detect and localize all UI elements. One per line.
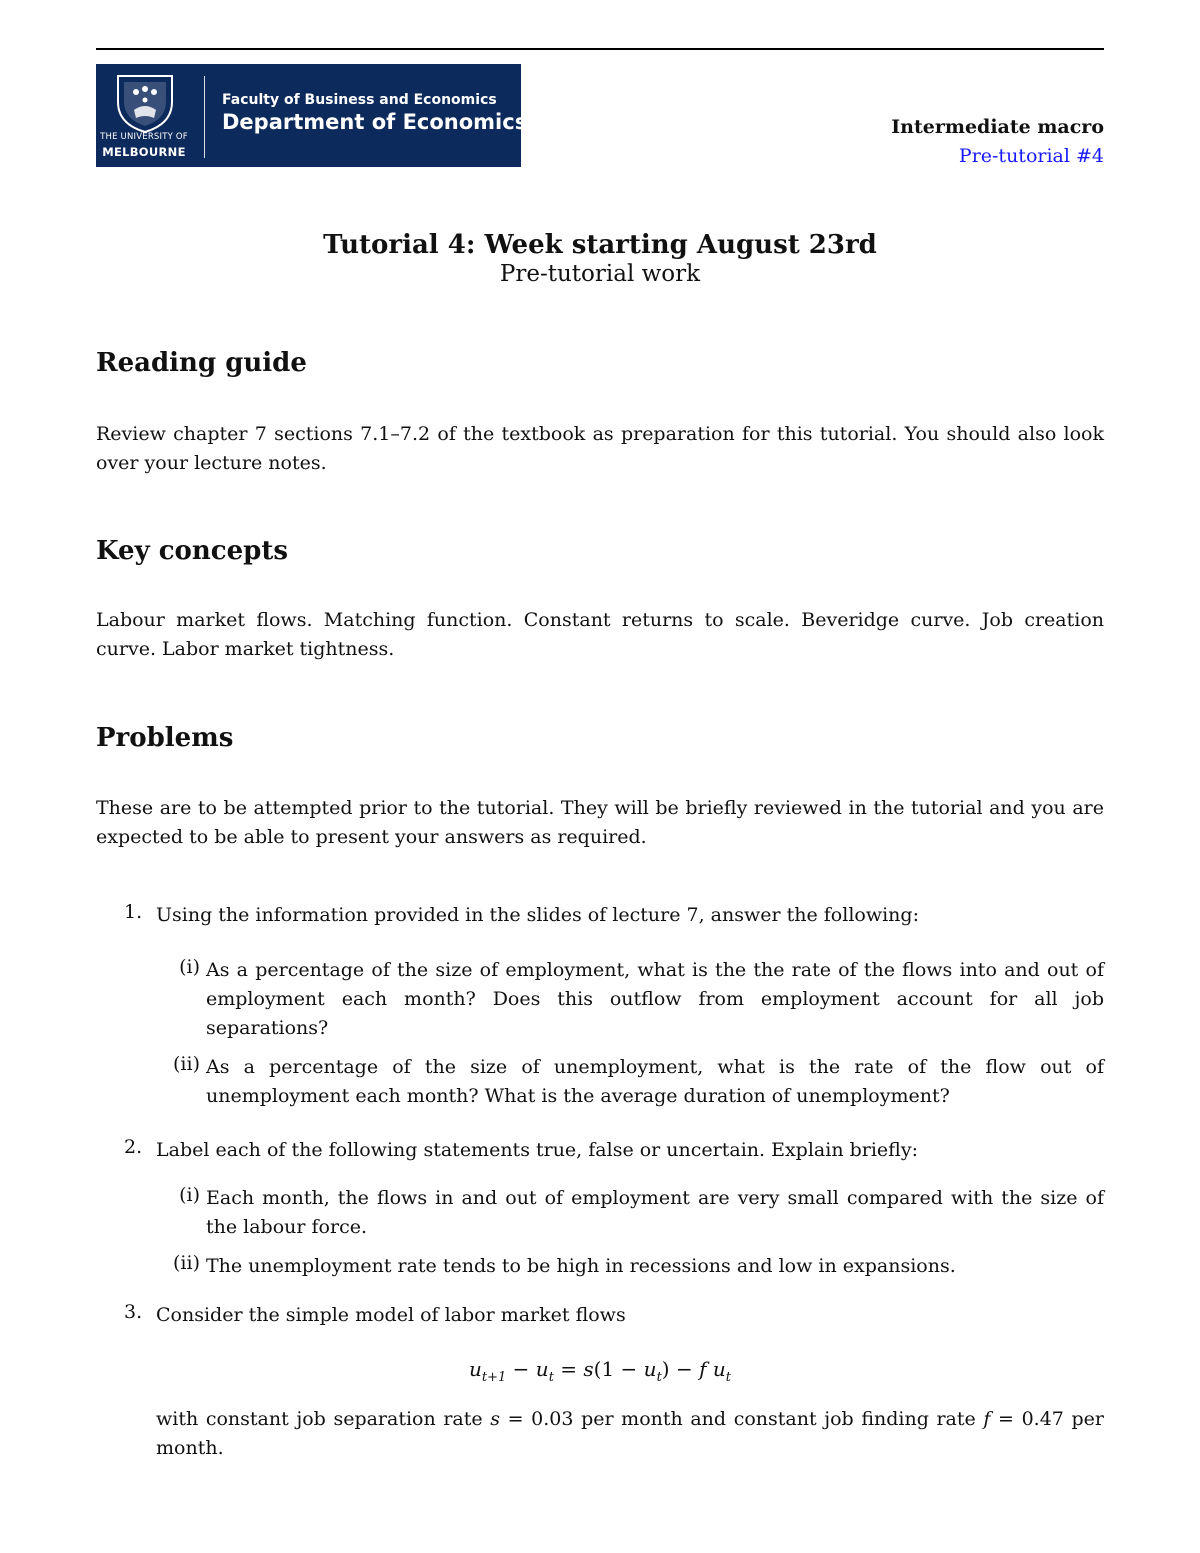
- logo-university-line2: MELBOURNE: [102, 145, 186, 159]
- problem-1-sub-ii-number: (ii): [173, 1053, 200, 1075]
- flow-equation: $u_{t+1} - u_t = s(1 - u_t) - f$ $u_t$: [469, 1357, 731, 1385]
- reading-guide-text: Review chapter 7 sections 7.1–7.2 of the textbook as preparation for this tutorial. You should also look over your lecture notes.: [96, 423, 1104, 474]
- problem-2-sub-i-text: Each month, the flows in and out of employment are very small compared with the size of the labour force.: [206, 1187, 1104, 1238]
- problem-1-sub-i-number: (i): [179, 956, 200, 978]
- problem-3-number: 3.: [124, 1301, 143, 1323]
- university-crest-icon: [110, 72, 180, 134]
- problems-intro: These are to be attempted prior to the tutorial. They will be briefly reviewed in the tutorial and you are expected to be able to present your answers as required.: [96, 797, 1104, 848]
- problem-2-sub-i-number: (i): [179, 1184, 200, 1206]
- problem-1-sub-ii-text: As a percentage of the size of unemployment, what is the rate of the flow out of unemployment each month? What is the average duration of unemployment?: [206, 1056, 1104, 1107]
- logo-divider: [204, 76, 205, 158]
- logo-department: Department of Economics: [222, 110, 528, 134]
- page-subtitle: Pre-tutorial work: [499, 261, 701, 287]
- problem-1-sub-i-text: As a percentage of the size of employment, what is the the rate of the flows into and out of employment each month? Does this outflow from employment account for all job separations?: [206, 959, 1104, 1039]
- logo-faculty: Faculty of Business and Economics: [222, 92, 497, 108]
- key-concepts-text: Labour market flows. Matching function. Constant returns to scale. Beveridge curve. Job creation curve. Labor market tightness.: [96, 609, 1104, 660]
- problem-3-text: Consider the simple model of labor market flows: [156, 1304, 626, 1326]
- pretutorial-label: Pre-tutorial #4: [958, 145, 1104, 167]
- university-logo: [96, 64, 528, 167]
- problem-2-sub-ii-text: The unemployment rate tends to be high in recessions and low in expansions.: [206, 1255, 956, 1277]
- problem-1-number: 1.: [124, 901, 143, 923]
- course-name: Intermediate macro: [891, 116, 1104, 138]
- problem-2-text: Label each of the following statements true, false or uncertain. Explain briefly:: [156, 1139, 918, 1161]
- top-rule: [96, 48, 1104, 50]
- page-title: Tutorial 4: Week starting August 23rd: [323, 230, 877, 260]
- problem-2-number: 2.: [124, 1136, 143, 1158]
- reading-guide-heading: Reading guide: [96, 348, 307, 378]
- logo-university-line1: THE UNIVERSITY OF: [100, 132, 188, 142]
- problem-3-parameters: with constant job separation rate s = 0.03 per month and constant job finding rate f = 0.47 per month.: [156, 1408, 1104, 1459]
- problem-2-sub-ii-number: (ii): [173, 1252, 200, 1274]
- problem-1-text: Using the information provided in the slides of lecture 7, answer the following:: [156, 904, 919, 926]
- key-concepts-heading: Key concepts: [96, 536, 289, 566]
- problems-heading: Problems: [96, 723, 234, 753]
